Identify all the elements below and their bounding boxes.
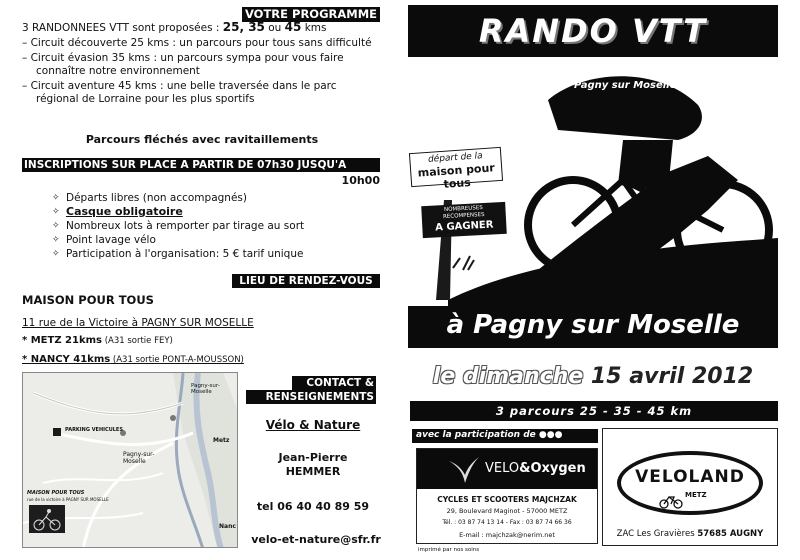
poster-jersey-text: Pagny sur Moselle	[574, 80, 677, 91]
circuit-item: – Circuit découverte 25 kms : un parcours pour tous sans difficulté	[22, 37, 372, 49]
map-metz: Metz	[213, 437, 230, 444]
venue-address: 11 rue de la Victoire à PAGNY SUR MOSELLE	[22, 317, 254, 329]
bird-logo-icon	[447, 453, 481, 485]
map-maison-sub: rue de la victoire à PAGNY SUR MOSELLE	[27, 497, 109, 502]
contact-org: Vélo & Nature	[265, 418, 361, 432]
poster-location-bar	[408, 306, 778, 348]
poster-routes-bar	[410, 401, 778, 421]
contact-person-last: HEMMER	[285, 465, 341, 478]
cyclist-photo-icon	[29, 505, 65, 533]
program-intro: 3 RANDONNEES VTT sont proposées : 25, 35 ou 45 kms	[22, 20, 327, 34]
sponsor-veloland-logo: VELOLAND METZ	[617, 451, 763, 515]
poster-location: à Pagny sur Moselle	[446, 310, 740, 340]
sponsor-velo-oxygen	[416, 448, 598, 544]
venue-name: MAISON POUR TOUS	[22, 293, 154, 307]
program-note: Parcours fléchés avec ravitaillements	[85, 133, 319, 146]
list-item: ✧ Point lavage vélo	[52, 233, 372, 247]
poster-title: RANDO VTT	[478, 12, 708, 50]
contact-phone: tel 06 40 40 89 59	[256, 500, 370, 513]
sponsor-velo-oxygen-name: CYCLES ET SCOOTERS MAJCHZAK	[437, 495, 577, 504]
footer-printed: imprimé par nos soins	[418, 547, 480, 553]
list-item: ✧ Casque obligatoire	[52, 205, 372, 219]
list-item: ✧ Nombreux lots à remporter par tirage au sort	[52, 219, 372, 233]
sponsor-velo-oxygen-email: E-mail : majchzak@nerim.net	[459, 531, 555, 539]
poster-sign-depart: départ de la maison pour tous	[409, 147, 503, 187]
poster-title-bar	[408, 5, 778, 57]
contact-email: velo-et-nature@sfr.fr	[251, 533, 381, 546]
venue-route-metz: * METZ 21kms (A31 sortie FEY)	[22, 335, 173, 346]
sponsor-velo-oxygen-address: 29, Boulevard Maginot - 57000 METZ	[446, 507, 568, 515]
map-photo	[29, 505, 65, 533]
sponsor-velo-oxygen-logo: VELO&Oxygen	[417, 449, 597, 489]
map-nancy: Nanc	[219, 523, 236, 530]
venue-route-nancy: * NANCY 41kms (A31 sortie PONT-A-MOUSSON)	[22, 354, 244, 365]
registration-heading: INSCRIPTIONS SUR PLACE A PARTIR DE 07h30 JUSQU'A	[22, 158, 380, 172]
circuit-item: – Circuit évasion 35 kms : un parcours sympa pour vous faire connaître notre environnement	[22, 51, 344, 77]
map-parking-label: PARKING VEHICULES	[65, 427, 123, 433]
sponsor-veloland	[602, 428, 778, 546]
contact-person-first: Jean-Pierre	[278, 451, 348, 464]
poster-routes: 3 parcours 25 - 35 - 45 km	[495, 404, 693, 418]
poster-date: le dimanche 15 avril 2012	[432, 364, 754, 389]
contact-heading-line2: RENSEIGNEMENTS	[246, 390, 376, 404]
map-town-top: Pagny-sur-Moselle	[191, 383, 220, 395]
venue-heading: LIEU DE RENDEZ-VOUS	[232, 274, 380, 288]
registration-heading-time: 10h00	[341, 174, 380, 187]
sponsor-veloland-address: ZAC Les Gravières 57685 AUGNY	[616, 529, 764, 539]
list-item: ✧ Participation à l'organisation: 5 € tarif unique	[52, 247, 372, 261]
poster-participation: avec la participation de ●●●	[412, 429, 598, 443]
circuit-item: – Circuit aventure 45 kms : une belle traversée dans le parc régional de Lorraine pour les plus sportifs	[22, 79, 337, 105]
bicycle-icon	[659, 493, 683, 509]
map-town-mid: Pagny-sur-Moselle	[123, 451, 155, 465]
location-map	[22, 372, 238, 548]
sponsor-velo-oxygen-phone: Tél. : 03 87 74 13 14 - Fax : 03 87 74 66 36	[442, 519, 572, 526]
poster-sign-recompenses: NOMBREUSES RECOMPENSES A GAGNER	[421, 202, 507, 238]
list-item: ✧ Départs libres (non accompagnés)	[52, 191, 372, 205]
registration-list	[52, 191, 372, 261]
circuit-list	[22, 37, 380, 107]
program-heading: VOTRE PROGRAMME	[242, 7, 380, 22]
map-maison-label: MAISON POUR TOUS	[27, 490, 85, 496]
contact-heading: CONTACT &	[292, 376, 376, 404]
